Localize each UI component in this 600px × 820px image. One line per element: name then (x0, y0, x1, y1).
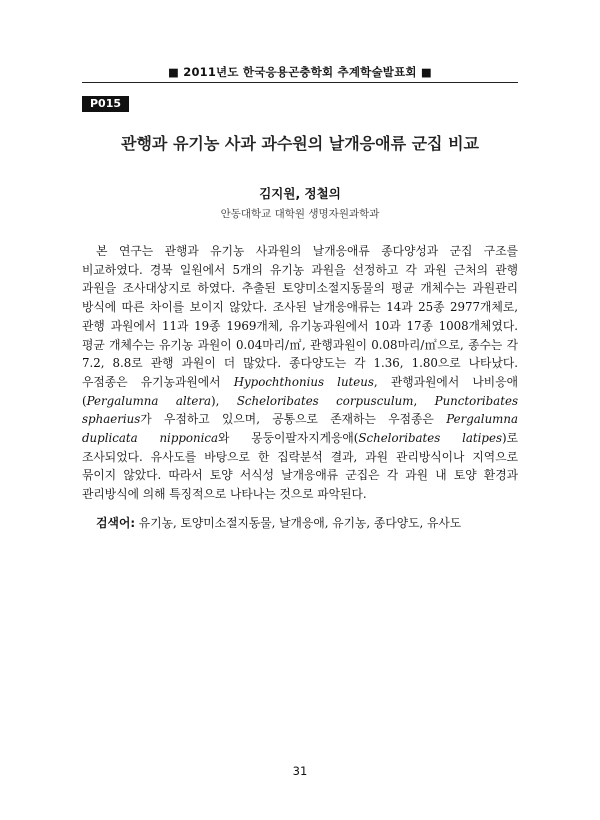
abstract-text-5: 가 우점하고 있으며, 공통으로 존재하는 우점종은 (140, 412, 447, 427)
species-name: Pergalumna duplicata nipponica (82, 412, 518, 446)
keywords-label: 검색어: (96, 516, 136, 530)
paper-affiliation: 안동대학교 대학원 생명자원과학과 (220, 208, 380, 220)
abstract-text-2: , 관행과원에서 나비응애( (82, 374, 518, 408)
paper-title: 관행과 유기농 사과 과수원의 날개응애류 군집 비교 (121, 134, 479, 153)
species-name: Scheloribates latipes (358, 431, 503, 446)
species-name: Punctoribates sphaerius (82, 393, 518, 427)
abstract-text-1: 본 연구는 관행과 유기농 사과원의 날개응애류 종다양성과 군집 구조를 비교하였다. 경북 일원에서 5개의 유기농 과원을 선정하고 각 과원 근처의 관행 과원을 조사대상지로 하였다. 추출된 토양미소절지동물의 평균 개체수는 과원관리 방식에 따른 차이를 보이지 않았다. 조사된 날개응애류는 14과 25종 2977개체로, 관행 과원에서 11과 19종 1969개체, 유기농과원에서 10과 17종 1008개체였다. 평균 개체수는 유기농 과원이 0.04마리/㎡, 관행과원이 0.08마리/㎡으로, 종수는 각 7.2, 8.8로 관행 과원이 더 많았다. 종다양도는 각 1.36, 1.80으로 나타났다. 우점종은 유기농과원에서 (82, 244, 518, 389)
keywords-list: 유기농, 토양미소절지동물, 날개응애, 유기농, 종다양도, 유사도 (135, 516, 462, 530)
header-divider (82, 82, 518, 83)
conference-header: ■ 2011년도 한국응용곤충학회 추계학술발표회 ■ (167, 65, 432, 79)
abstract-text-3: ), (211, 393, 237, 408)
abstract-paragraph (82, 242, 518, 504)
species-name: Pergalumna altera (86, 393, 212, 408)
species-name: Hypochthonius luteus (233, 374, 374, 389)
abstract-text-4: , (413, 393, 435, 408)
paper-code-badge: P015 (82, 96, 129, 112)
abstract-text-6: 와 몽둥이팔자지게응애( (218, 431, 359, 446)
abstract-text-7: )로 조사되었다. 유사도를 바탕으로 한 집락분석 결과, 과원 관리방식이나 지역으로 묶이지 않았다. 따라서 토양 서식성 날개응애류 군집은 각 과원 내 토양 환경과 관리방식에 의해 특징적으로 나타나는 것으로 파악된다. (82, 431, 519, 502)
keywords-line (82, 514, 518, 532)
species-name: Scheloribates corpusculum (236, 393, 414, 408)
page-number: 31 (292, 764, 308, 778)
paper-authors: 김지원, 정철의 (259, 186, 341, 201)
